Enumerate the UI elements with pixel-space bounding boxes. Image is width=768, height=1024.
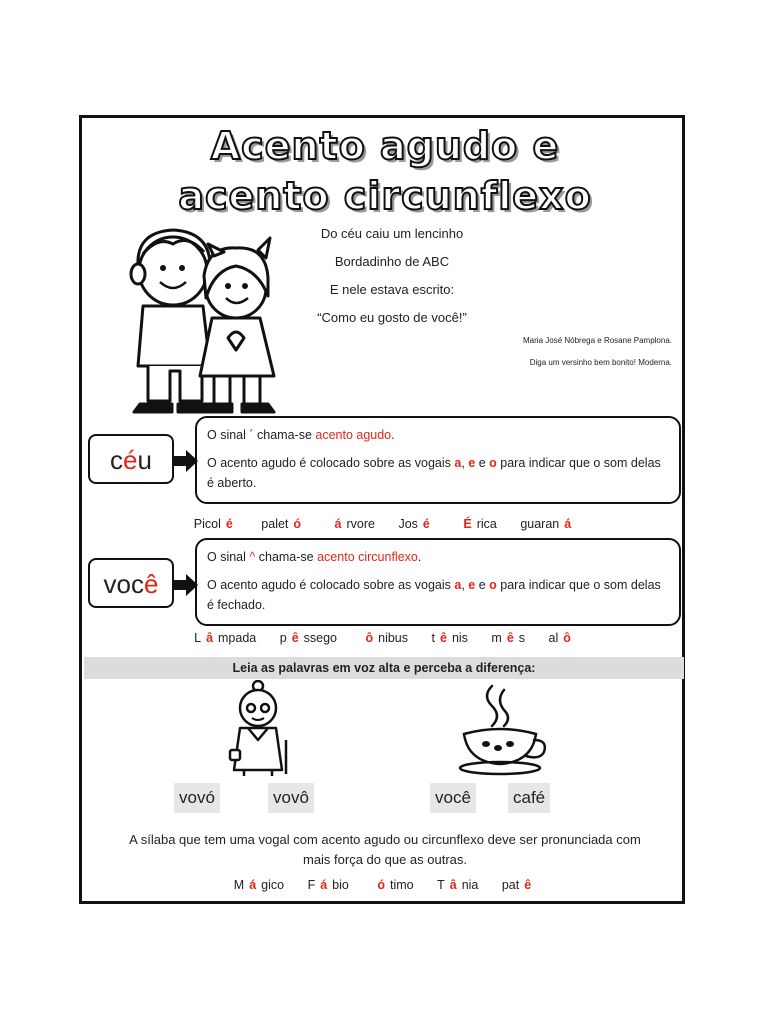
term-acento-circunflexo: acento circunflexo bbox=[317, 550, 418, 564]
poem-line: “Como eu gosto de você!” bbox=[317, 310, 467, 325]
examples-agudo bbox=[82, 517, 688, 531]
word-box-ceu bbox=[88, 434, 174, 484]
kids-illustration bbox=[118, 226, 288, 416]
word-chip: café bbox=[508, 783, 550, 813]
example-word: palet ó bbox=[261, 517, 302, 531]
coffee-cup-illustration bbox=[452, 682, 548, 776]
poem-line: Do céu caiu um lencinho bbox=[320, 226, 464, 241]
word-chip: vovô bbox=[268, 783, 314, 813]
example-word: p ê ssego bbox=[279, 631, 337, 645]
example-word: Jos é bbox=[398, 517, 430, 531]
example-word: guaran á bbox=[520, 517, 572, 531]
word-accent: é bbox=[123, 445, 138, 475]
final-examples bbox=[82, 878, 688, 892]
word-base: voc bbox=[103, 569, 144, 599]
example-word: T â nia bbox=[437, 878, 479, 892]
instruction-band: Leia as palavras em voz alta e perceba a diferença: bbox=[84, 657, 684, 679]
word-accent: ê bbox=[144, 569, 159, 599]
word-box-voce bbox=[88, 558, 174, 608]
poem-line: E nele estava escrito: bbox=[329, 282, 455, 297]
examples-circunflexo bbox=[82, 631, 688, 645]
summary-text: A sílaba que tem uma vogal com acento agudo ou circunflexo deve ser pronunciada com mais força do que as outras. bbox=[129, 832, 641, 867]
worksheet bbox=[79, 115, 685, 904]
example-word: pat ê bbox=[501, 878, 532, 892]
grandma-illustration bbox=[226, 680, 296, 778]
info-box-circunflexo bbox=[195, 538, 681, 626]
agudo-rule: O acento agudo é colocado sobre as vogais a, e e o para indicar que o som delas é aberto. bbox=[207, 456, 661, 490]
example-word: t ê nis bbox=[431, 631, 468, 645]
example-word: al ô bbox=[548, 631, 571, 645]
credit-authors: Maria José Nóbrega e Rosane Pamplona. bbox=[523, 336, 672, 345]
example-word: É rica bbox=[463, 517, 497, 531]
example-word: ô nibus bbox=[365, 631, 409, 645]
term-acento-agudo: acento agudo bbox=[315, 428, 392, 442]
credit-source: Diga um versinho bem bonito! Moderna. bbox=[529, 358, 672, 367]
poem-line: Bordadinho de ABC bbox=[334, 254, 450, 269]
poem bbox=[282, 220, 502, 332]
example-word: F á bio bbox=[307, 878, 349, 892]
example-word: L â mpada bbox=[194, 631, 257, 645]
agudo-definition: O sinal ´ chama-se acento agudo. bbox=[207, 428, 395, 442]
example-word: Picol é bbox=[193, 517, 233, 531]
example-word: á rvore bbox=[334, 517, 375, 531]
title-line-1: Acento agudo e bbox=[210, 124, 560, 168]
example-word: m ê s bbox=[491, 631, 526, 645]
example-word: M á gico bbox=[233, 878, 285, 892]
circunflexo-definition: O sinal ^ chama-se acento circunflexo. bbox=[207, 550, 422, 564]
word-chip: vovó bbox=[174, 783, 220, 813]
info-box-agudo bbox=[195, 416, 681, 504]
word-rest: u bbox=[137, 445, 152, 475]
circunflexo-rule: O acento agudo é colocado sobre as vogais a, e e o para indicar que o som delas é fechado. bbox=[207, 578, 661, 612]
example-word: ó timo bbox=[377, 878, 414, 892]
word-chip: você bbox=[430, 783, 476, 813]
title-line-2: acento circunflexo bbox=[178, 174, 592, 218]
word-base: c bbox=[110, 445, 124, 475]
